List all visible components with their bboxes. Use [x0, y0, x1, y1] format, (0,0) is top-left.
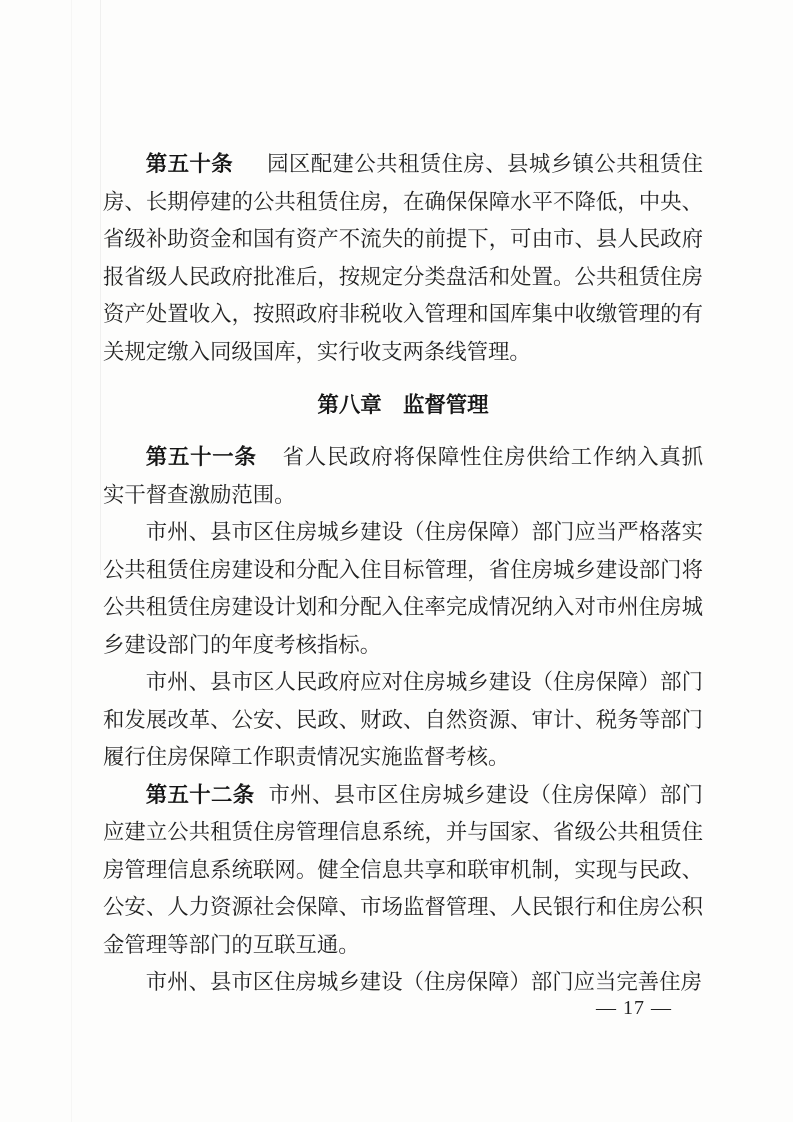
chapter-8-heading: 第八章 监督管理 — [317, 393, 489, 417]
article-52-sub-paragraph-text: 市州、县市区住房城乡建设（住房保障）部门应当完善住房 — [145, 970, 702, 994]
article-51-number: 第五十一条 — [145, 445, 257, 469]
article-51-sub-paragraph-1 — [103, 514, 703, 664]
article-50-paragraph — [103, 146, 703, 371]
article-51-paragraph — [103, 439, 703, 514]
article-51-sub-paragraph-2-text: 市州、县市区人民政府应对住房城乡建设（住房保障）部门和发展改革、公安、民政、财政、自然资源、审计、税务等部门履行住房保障工作职责情况实施监督考核。 — [103, 670, 703, 769]
article-52-paragraph — [103, 777, 703, 965]
article-50-text: 园区配建公共租赁住房、县城乡镇公共租赁住房、长期停建的公共租赁住房，在确保保障水平不降低，中央、省级补助资金和国有资产不流失的前提下，可由市、县人民政府报省级人民政府批准后，按规定分类盘活和处置。公共租赁住房资产处置收入，按照政府非税收入管理和国库集中收缴管理的有关规定缴入同级国库，实行收支两条线管理。 — [103, 152, 703, 364]
article-52-number: 第五十二条 — [145, 782, 255, 807]
article-51-text: 省人民政府将保障性住房供给工作纳入真抓实干督查激励范围。 — [103, 445, 703, 507]
article-50-number: 第五十条 — [145, 152, 234, 176]
scan-artifact-line — [71, 0, 72, 1122]
article-51-sub-paragraph-2 — [103, 664, 703, 777]
scan-artifact-line — [100, 0, 101, 575]
article-51-sub-paragraph-1-text: 市州、县市区住房城乡建设（住房保障）部门应当严格落实公共租赁住房建设和分配入住目标管理，省住房城乡建设部门将公共租赁住房建设计划和分配入住率完成情况纳入对市州住房城乡建设部门的年度考核指标。 — [103, 520, 703, 657]
article-52-text: 市州、县市区住房城乡建设（住房保障）部门应建立公共租赁住房管理信息系统，并与国家、省级公共租赁住房管理信息系统联网。健全信息共享和联审机制，实现与民政、公安、人力资源社会保障、市场监督管理、人民银行和住房公积金管理等部门的互联互通。 — [103, 782, 703, 957]
document-body — [103, 146, 703, 1002]
page-number: — 17 — — [596, 997, 672, 1019]
